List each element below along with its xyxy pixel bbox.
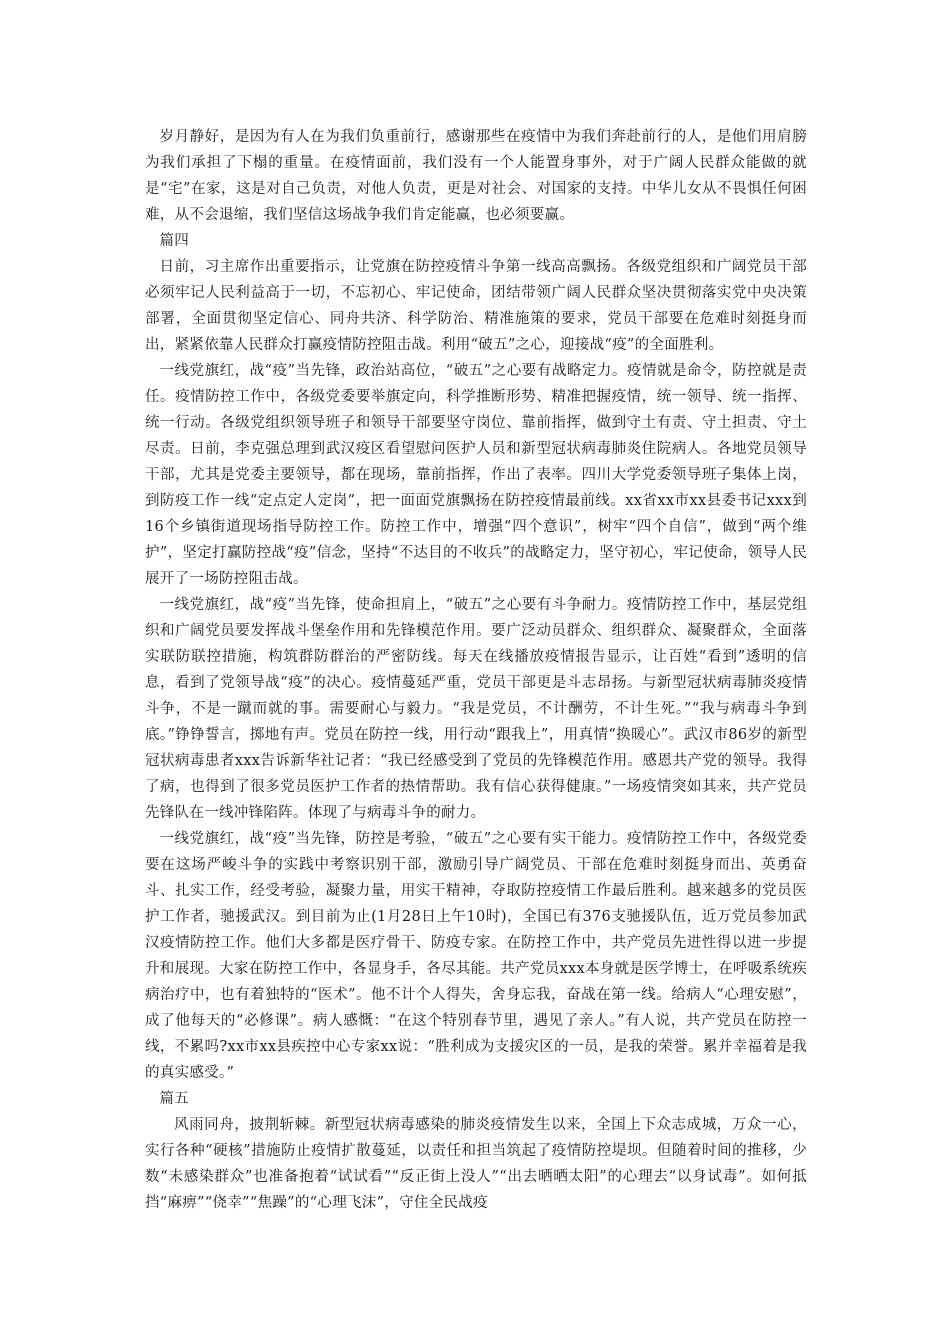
paragraph-5-1: 风雨同舟，披荆斩棘。新型冠状病毒感染的肺炎疫情发生以来，全国上下众志成城，万众一心，实行各种“硬核”措施防止疫情扩散蔓延，以责任和担当筑起了疫情防控堤坝。但随着时间的推移，少数“未感染群众”也准备抱着“试试看”“反正街上没人”“出去晒晒太阳”的心理去“以身试毒”。如何抵挡“麻痹”“侥幸”“焦躁”的“心理飞沫”，守住全民战疫 — [145, 1117, 807, 1211]
paragraph-4-3: 一线党旗红，战“疫”当先锋，使命担肩上，“破五”之心要有斗争耐力。疫情防控工作中，基层党组织和广阔党员要发挥战斗堡垒作用和先锋模范作用。要广泛动员群众、组织群众、凝聚群众，全面落实联防联控措施，构筑群防群治的严密防线。每天在线播放疫情报告显示，让百姓“看到”透明的信息，看到了党领导战“疫”的决心。疫情蔓延严重，党员干部更是斗志昂扬。与新型冠状病毒肺炎疫情斗争，不是一蹴而就的事。需要耐心与毅力。“我是党员，不计酬劳，不计生死。”“我与病毒斗争到底。”铮铮誓言，掷地有声。党员在防控一线，用行动“跟我上”，用真情“换暖心”。武汉市86岁的新型冠状病毒患者xxx告诉新华社记者：“我已经感受到了党员的先锋模范作用。感恩共产党的领导。我得了病，也得到了很多党员医护工作者的热情帮助。我有信心获得健康。”一场疫情突如其来，共产党员先锋队在一线冲锋陷阵。体现了与病毒斗争的耐力。 — [145, 597, 807, 821]
section-heading-4: 篇四 — [159, 233, 190, 249]
paragraph-4-2: 一线党旗红，战“疫”当先锋，政治站高位，“破五”之心要有战略定力。疫情就是命令，防控就是责任。疫情防控工作中，各级党委要举旗定向，科学推断形势、精准把握疫情，统一领导、统一指挥、统一行动。各级党组织领导班子和领导干部要坚守岗位、靠前指挥，做到守土有责、守土担责、守土尽责。日前，李克强总理到武汉疫区看望慰问医护人员和新型冠状病毒肺炎住院病人。各地党员领导干部，尤其是党委主要领导，都在现场，靠前指挥，作出了表率。四川大学党委领导班子集体上岗，到防疫工作一线“定点定人定岗”，把一面面党旗飘扬在防控疫情最前线。xx省xx市xx县委书记xxx到16个乡镇街道现场指导防控工作。防控工作中，增强“四个意识”，树牢“四个自信”，做到“两个维护”，坚定打赢防控战“疫”信念，坚持“不达目的不收兵”的战略定力，坚守初心，牢记使命，领导人民展开了一场防控阻击战。 — [145, 363, 807, 587]
document-body — [145, 124, 807, 1216]
paragraph-4-1: 日前，习主席作出重要指示，让党旗在防控疫情斗争第一线高高飘扬。各级党组织和广阔党员干部必须牢记人民利益高于一切，不忘初心、牢记使命，团结带领广阔人民群众坚决贯彻落实党中央决策部署，全面贯彻坚定信心、同舟共济、科学防治、精准施策的要求，党员干部要在危难时刻挺身而出，紧紧依靠人民群众打赢疫情防控阻击战。利用“破五”之心，迎接战“疫”的全面胜利。 — [145, 259, 807, 353]
paragraph-intro: 岁月静好，是因为有人在为我们负重前行，感谢那些在疫情中为我们奔赴前行的人，是他们用肩膀为我们承担了下榻的重量。在疫情面前，我们没有一个人能置身事外，对于广阔人民群众能做的就是“宅”在家，这是对自己负责，对他人负责，更是对社会、对国家的支持。中华儿女从不畏惧任何困难，从不会退缩，我们坚信这场战争我们肯定能赢，也必须要赢。 — [145, 129, 807, 223]
paragraph-4-4: 一线党旗红，战“疫”当先锋，防控是考验，“破五”之心要有实干能力。疫情防控工作中，各级党委要在这场严峻斗争的实践中考察识别干部，激励引导广阔党员、干部在危难时刻挺身而出、英勇奋斗、扎实工作，经受考验，凝聚力量，用实干精神，夺取防控疫情工作最后胜利。越来越多的党员医护工作者，驰援武汉。到目前为止(1月28日上午10时)，全国已有376支驰援队伍，近万党员参加武汉疫情防控工作。他们大多都是医疗骨干、防疫专家。在防控工作中，共产党员先进性得以进一步提升和展现。大家在防控工作中，各显身手，各尽其能。共产党员xxx本身就是医学博士，在呼吸系统疾病治疗中，也有着独特的“医术”。他不计个人得失，舍身忘我，奋战在第一线。给病人“心理安慰”，成了他每天的“必修课”。病人感慨：“在这个特别春节里，遇见了亲人。”有人说，共产党员在防控一线，不累吗?xx市xx县疾控中心专家xx说：“胜利成为支援灾区的一员，是我的荣誉。累并幸福着是我的真实感受。” — [145, 831, 807, 1081]
section-heading-5: 篇五 — [159, 1091, 190, 1107]
